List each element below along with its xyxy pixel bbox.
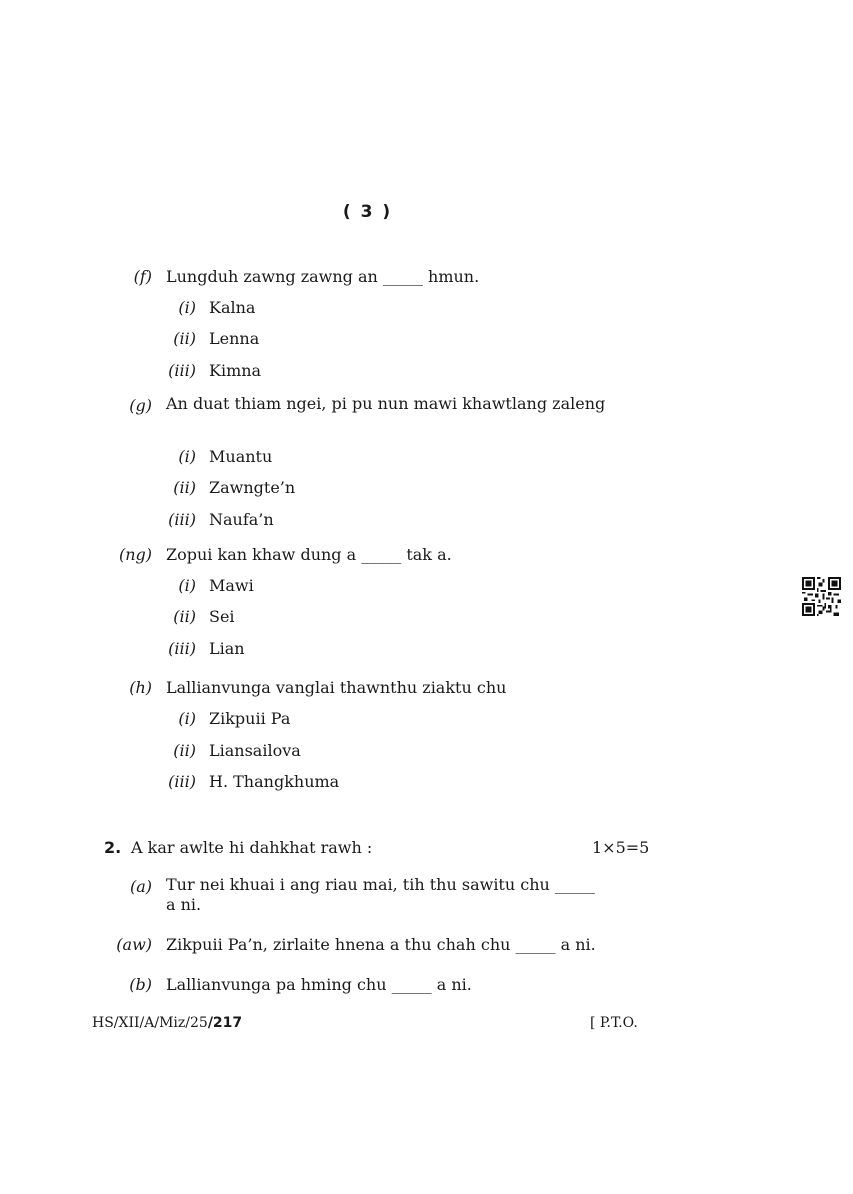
option-text: Liansailova <box>209 741 301 760</box>
option-label: (i) <box>178 298 196 317</box>
question-label: (g) <box>129 396 152 415</box>
question-label: (ng) <box>118 545 152 564</box>
qr-code-icon <box>802 577 841 616</box>
page-turn-note: [ P.T.O. <box>590 1015 638 1031</box>
question-label: (a) <box>129 877 152 896</box>
option-label: (ii) <box>173 478 196 497</box>
option-label: (iii) <box>168 361 196 380</box>
option-label: (ii) <box>173 607 196 626</box>
question-text: An duat thiam ngei, pi pu nun mawi khawtlang zaleng <box>166 394 606 413</box>
option-text: Kimna <box>209 361 262 380</box>
question-label: (aw) <box>116 935 152 954</box>
question-number: 2. <box>104 838 122 857</box>
question-text: Zopui kan khaw dung a _____ tak a. <box>166 545 452 564</box>
option-text: Lenna <box>209 329 260 348</box>
question-text: Tur nei khuai i ang riau mai, tih thu sawitu chu _____ a ni. <box>166 875 595 914</box>
option-label: (ii) <box>173 329 196 348</box>
option-label: (i) <box>178 709 196 728</box>
option-text: H. Thangkhuma <box>209 772 340 791</box>
option-text: Muantu <box>209 447 273 466</box>
option-label: (ii) <box>173 741 196 760</box>
question-label: (f) <box>133 267 152 286</box>
option-text: Mawi <box>209 576 254 595</box>
option-text: Zawngte’n <box>209 478 296 497</box>
option-text: Lian <box>209 639 245 658</box>
paper-code-text: HS/XII/A/Miz/25 <box>92 1015 208 1031</box>
option-text: Naufa’n <box>209 510 274 529</box>
option-label: (i) <box>178 576 196 595</box>
question-text: Zikpuii Pa’n, zirlaite hnena a thu chah chu _____ a ni. <box>166 935 596 954</box>
option-label: (i) <box>178 447 196 466</box>
marks-allocation: 1×5=5 <box>592 838 650 857</box>
question-heading: A kar awlte hi dahkhat rawh : <box>131 838 373 857</box>
option-label: (iii) <box>168 772 196 791</box>
paper-code-number: /217 <box>207 1015 243 1031</box>
question-text: Lallianvunga pa hming chu _____ a ni. <box>166 975 472 994</box>
question-label: (b) <box>129 975 152 994</box>
question-label: (h) <box>129 678 152 697</box>
question-text: Lallianvunga vanglai thawnthu ziaktu chu <box>166 678 507 697</box>
option-text: Sei <box>209 607 235 626</box>
option-text: Zikpuii Pa <box>209 709 291 728</box>
option-label: (iii) <box>168 510 196 529</box>
page-number: ( 3 ) <box>342 202 393 222</box>
option-label: (iii) <box>168 639 196 658</box>
question-text: Lungduh zawng zawng an _____ hmun. <box>166 267 480 286</box>
paper-code <box>92 1015 242 1031</box>
option-text: Kalna <box>209 298 256 317</box>
